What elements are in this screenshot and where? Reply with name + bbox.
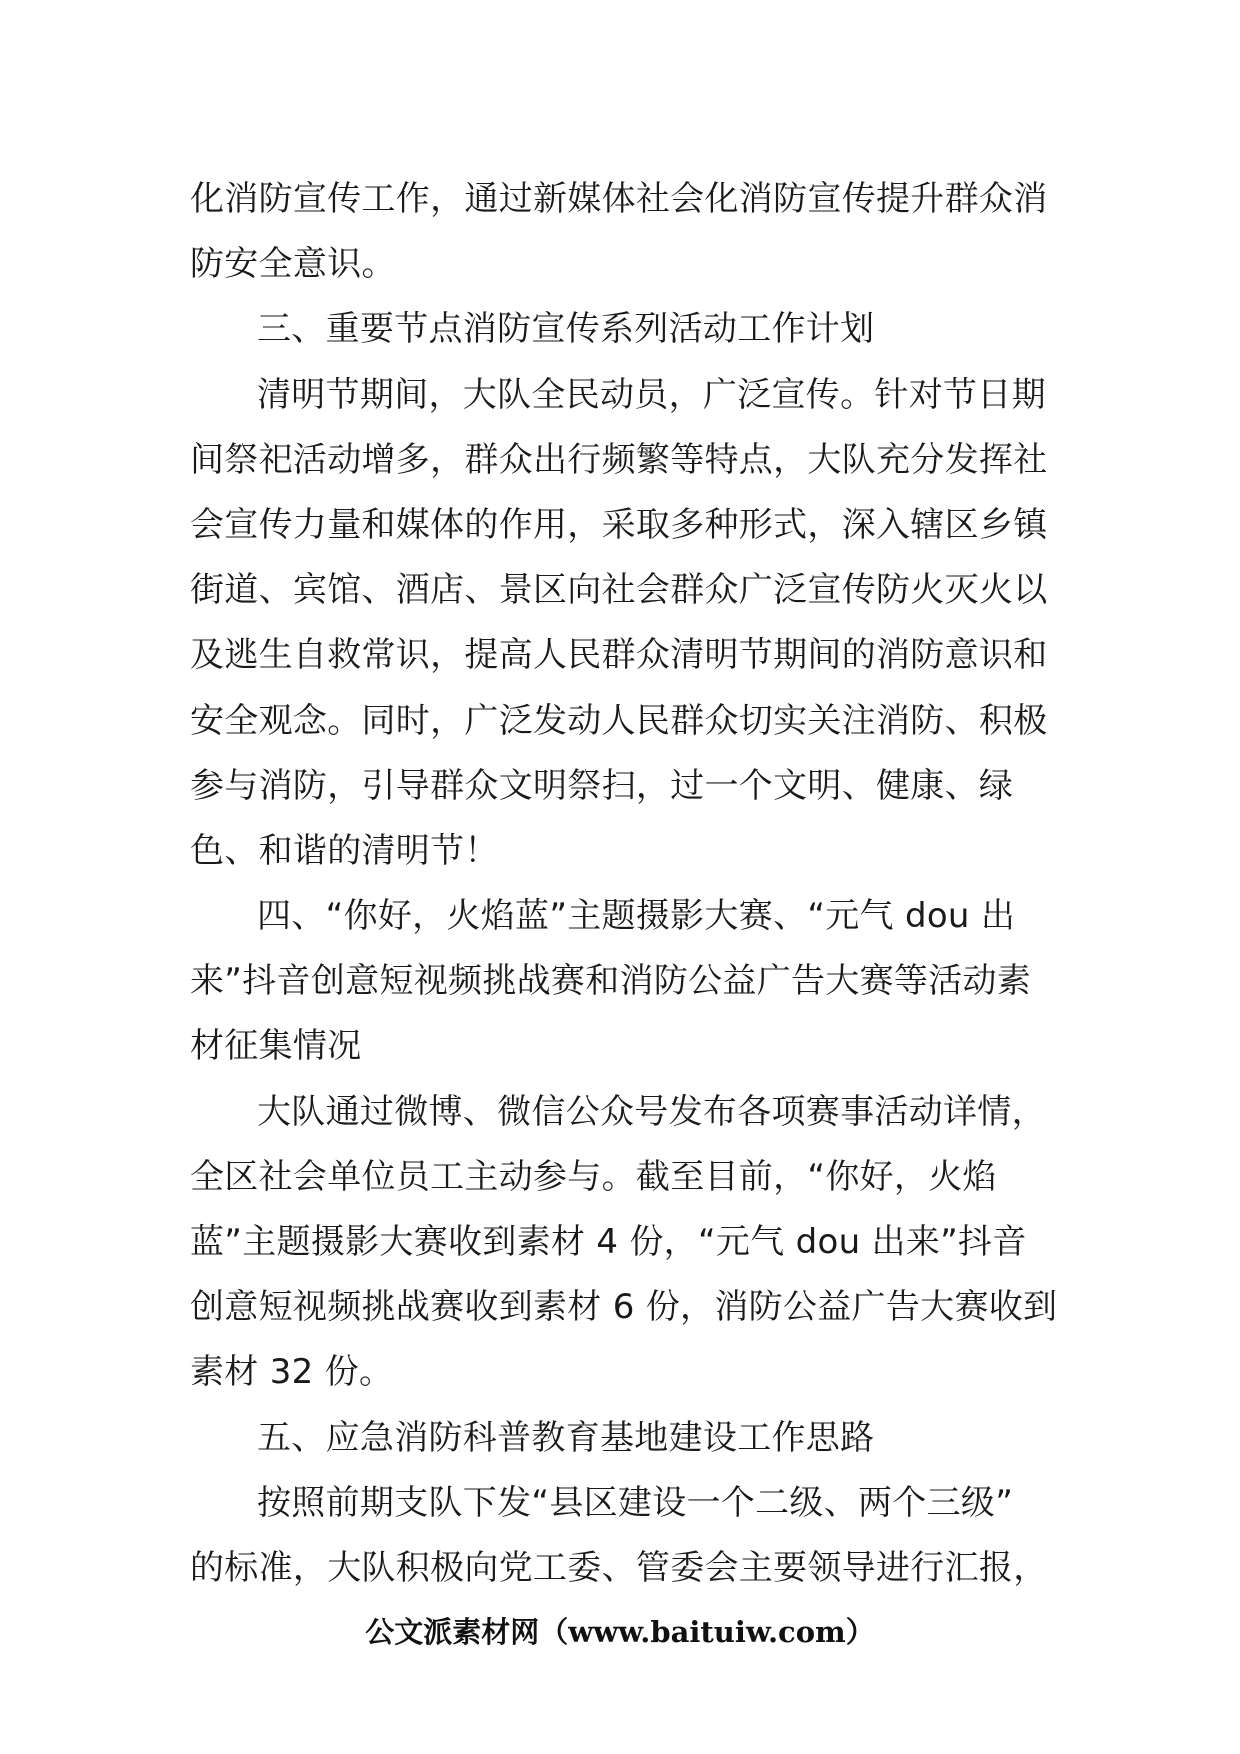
footer-watermark: 公文派素材网（www.baituiw.com） bbox=[365, 1615, 875, 1649]
text-line: 全区社会单位员工主动参与。截至目前，“你好，火焰 bbox=[190, 1156, 997, 1197]
text-line: 会宣传力量和媒体的作用，采取多种形式，深入辖区乡镇 bbox=[190, 504, 1048, 545]
paragraph-start: 清明节期间，大队全民动员，广泛宣传。针对节日期 bbox=[257, 374, 1046, 415]
paragraph-start: 按照前期支队下发“县区建设一个二级、两个三级” bbox=[257, 1482, 1014, 1523]
text-line: 色、和谐的清明节！ bbox=[190, 830, 499, 871]
text-line: 化消防宣传工作，通过新媒体社会化消防宣传提升群众消 bbox=[190, 179, 1048, 219]
text-line: 创意短视频挑战赛收到素材 6 份，消防公益广告大赛收到 bbox=[190, 1287, 1058, 1328]
text-line: 间祭祀活动增多，群众出行频繁等特点，大队充分发挥社 bbox=[190, 439, 1048, 480]
section-heading: 三、重要节点消防宣传系列活动工作计划 bbox=[257, 309, 875, 350]
text-line: 街道、宾馆、酒店、景区向社会群众广泛宣传防火灭火以 bbox=[190, 570, 1048, 611]
section-heading: 四、“你好，火焰蓝”主题摄影大赛、“元气 dou 出 bbox=[257, 896, 1016, 937]
paragraph-start: 大队通过微博、微信公众号发布各项赛事活动详情， bbox=[257, 1091, 1046, 1132]
text-line: 参与消防，引导群众文明祭扫，过一个文明、健康、绿 bbox=[190, 765, 1014, 806]
text-line: 安全观念。同时，广泛发动人民群众切实关注消防、积极 bbox=[190, 700, 1048, 741]
text-line: 及逃生自救常识，提高人民群众清明节期间的消防意识和 bbox=[190, 635, 1048, 676]
text-line: 来”抖音创意短视频挑战赛和消防公益广告大赛等活动素 bbox=[190, 961, 1032, 1002]
text-line: 的标准，大队积极向党工委、管委会主要领导进行汇报， bbox=[190, 1547, 1048, 1588]
document-body bbox=[190, 167, 1058, 1601]
text-line: 蓝”主题摄影大赛收到素材 4 份，“元气 dou 出来”抖音 bbox=[190, 1222, 1027, 1262]
text-line: 素材 32 份。 bbox=[190, 1352, 394, 1393]
section-heading: 五、应急消防科普教育基地建设工作思路 bbox=[257, 1417, 875, 1458]
text-line: 防安全意识。 bbox=[190, 244, 396, 285]
text-line: 材征集情况 bbox=[190, 1026, 362, 1067]
